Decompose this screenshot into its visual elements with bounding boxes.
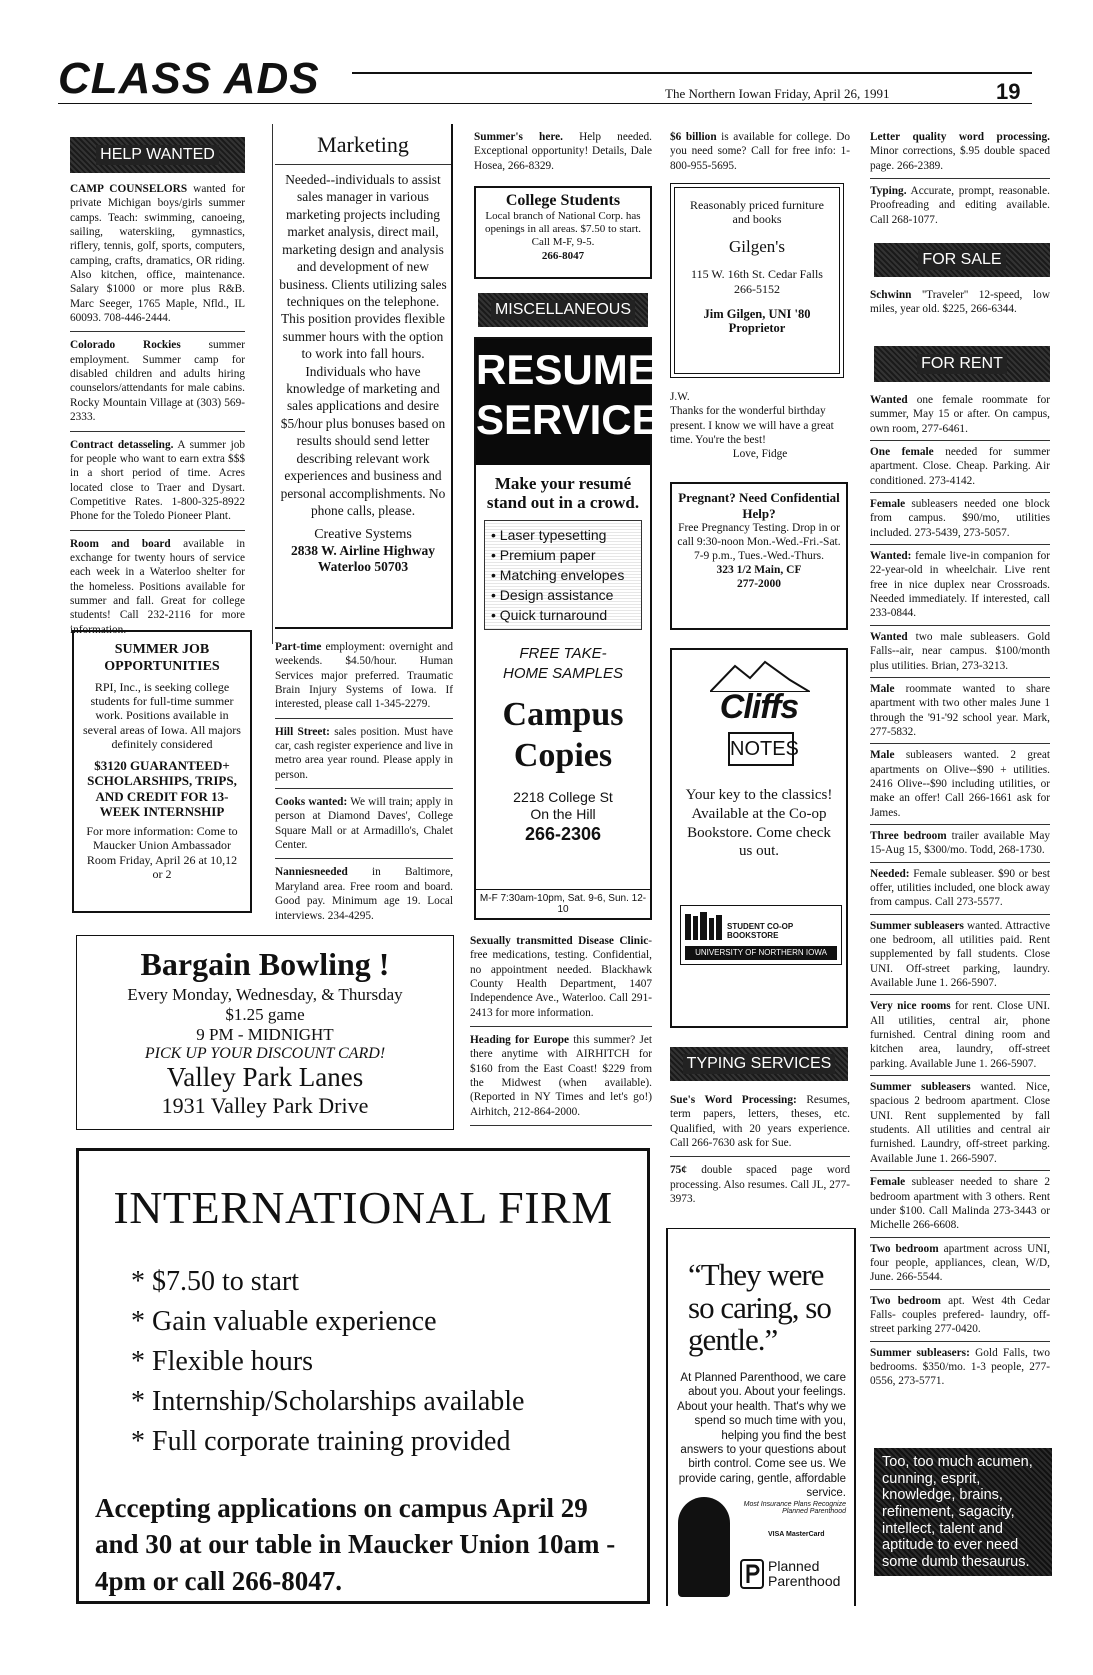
classified-ad: Typing. Accurate, prompt, reasonable. Proofreading and editing available. Call 268-1077. [870,185,1050,226]
bullet-item: • Design assistance [491,587,614,604]
help-wanted-banner: HELP WANTED [70,137,245,173]
ad-body: Your key to the classics! Available at the Co-op Bookstore. Come check us out. [685,787,833,860]
ad-title: INTERNATIONAL FIRM [113,1182,613,1233]
for-sale-banner: FOR SALE [874,243,1050,277]
personal-ad: J.W. Thanks for the wonderful birthday present. I know we will have a great time. You're the best! Love, Fidge [670,391,834,461]
header-rule [352,72,1032,74]
classified-ad: Wanted: female live-in companion for 22-year-old in wheelchair. Live rent free in nice duplex near Crossroads. Needed immediately. If interested, call 233-0844. [870,550,1050,620]
ad-body: RPI, Inc., is seeking college students for full-time summer work. Positions available in several areas of Iowa. All majors definitely considered [83,679,241,752]
classified-ad: Wanted two male subleasers. Gold Falls--air, near campus. $100/month plus utilities. Brian, 273-3213. [870,630,1050,672]
ad-title: Pregnant? Need Confidential Help? [678,490,840,521]
gilgens-owner: Jim Gilgen, UNI '80 Proprietor [703,306,811,335]
ad-address: 323 1/2 Main, CF [716,564,802,577]
classified-ad: Two bedroom apartment across UNI, four people, appliances, clean, W/D, June. 266-5544. [870,1242,1050,1284]
bowling-card: PICK UP YOUR DISCOUNT CARD! [144,1045,386,1062]
gilgens-address: 115 W. 16th St. Cedar Falls [691,267,823,282]
resume-bullets [484,520,642,630]
bowling-address: 1931 Valley Park Drive [161,1092,369,1118]
classified-ad: Letter quality word processing. Minor corrections, $.95 double spaced page. 266-2389. [870,131,1050,172]
bowling-time: 9 PM - MIDNIGHT [196,1025,334,1044]
classified-ad: Part-time employment: overnight and weekends. $4.50/hour. Human Services major preferred. Traumatic Brain Injury Systems of Iowa. If interested, please call 1-345-2279. [275,641,453,711]
classified-ad: Female subleaser needed to share 2 bedroom apartment with 3 others. Rent under $100. Call Malinda 273-3443 or Michelle 266-6608. [870,1176,1050,1232]
gilgens-ad [670,183,844,378]
resume-tagline: Make your resumé stand out in a crowd. [486,474,640,512]
for-sale-ads [870,288,1050,317]
classified-ad: 75¢ double spaced page word processing. Also resumes. Call JL, 277-3973. [670,1164,850,1206]
classified-ad: Male roommate wanted to share apartment with two other males June 1 through the '91-'92 school year. Mark, 277-5832. [870,682,1050,738]
campus-copies-address: 2218 College St On the Hill [513,788,613,823]
free-samples: FREE TAKE-HOME SAMPLES [502,645,624,682]
marketing-ad [275,124,453,629]
ad-phone: 277-2000 [736,578,782,591]
paper-dateline: The Northern Iowan Friday, April 26, 1991 [665,86,890,101]
classified-ad: Hill Street: sales position. Must have car, cash register experience and live in metro area year round. Please apply in person. [275,725,454,781]
col4-top-ads [670,130,850,173]
classified-ad: Male subleasers wanted. 2 great apartments on Olive--$90 + utilities. 2416 Olive--$90 including utilities, or make an offer! Call 266-1661 ask for James. [870,749,1050,819]
international-firm-ad [76,1148,650,1604]
classified-ad: Sue's Word Processing: Resumes, term papers, letters, theses, etc. Qualified, with 20 years experience. Call 266-7630 ask for Sue. [670,1094,850,1150]
benefit-item: * Gain valuable experience [131,1306,437,1337]
ad-footer: For more information: Come to Maucker Union Ambassador Room Friday, April 26 at 10,12 or 2 [86,823,238,882]
benefit-list [131,1262,647,1462]
ad-body: Local branch of National Corp. has openings in all areas. $7.50 to start. Call M-F, 9-5. [484,210,642,249]
classified-ad: Summer subleasers wanted. Nice, spacious 2 bedroom apartment. Close UNI. Rent supplemented by fall students. All utilities and central air furnished. Laundry, off-street parking. Available June 1. 266-5907. [870,1081,1050,1165]
ad-body: Free Pregnancy Testing. Drop in or call 9:30-noon Mon.-Wed.-Fri.-Sat. 7-9 p.m., Tues.-Wed.-Thurs. [677,522,841,563]
ad-footer: Accepting applications on campus April 29 and 30 at our table in Maucker Union 10am - 4pm or call 266-8047. [95,1493,616,1596]
bullet-item: • Matching envelopes [491,567,625,584]
cliffs-notes-ad [670,648,848,1028]
page-number: 19 [996,79,1021,104]
classified-ad: Summer subleasers wanted. Attractive one bedroom, all utilities paid. Rent supplemented by fall students. Close UNI. Off-street parking, laundry. Available June 1. 266-5907. [870,919,1051,990]
ad-body: Needed--individuals to assist sales manager in various marketing projects including market analysis, direct mail, marketing design and analysis and development of new business. Clients utilizing sales techniques on the telephone. This position provides flexible summer hours with the option to work into fall hours. Individuals who have knowledge of marketing and sales applications and desire $5/hour plus bonuses based on results should send letter describing relevant work experiences and business and personal accomplishments. No phone calls, please. [279,172,447,519]
woman-silhouette-icon [678,1497,730,1597]
cliffs-logo: Cliffs [719,688,799,726]
company-address: 2838 W. Airline Highway Waterloo 50703 [290,543,436,575]
header-underline [58,103,1032,104]
ad-highlight: $3120 GUARANTEED+ SCHOLARSHIPS, TRIPS, AND CREDIT FOR 13-WEEK INTERNSHIP [87,757,237,820]
for-rent-ads [870,393,1050,1389]
notes-logo: NOTES [728,732,794,766]
ad-quote: “They were so caring, so gentle.” [688,1257,831,1358]
classified-ad: Sexually transmitted Disease Clinic-free medications, testing. Confidential, no appointment needed. Blackhawk County Health Department, 1407 Independence Ave., Waterloo. Call 291-2413 for more information. [470,935,652,1019]
classified-ad: Cooks wanted: We will train; apply in person at Diamond Daves', College Square Mall or at Armadillo's, Chalet Center. [275,796,453,852]
campus-copies-phone: 266-2306 [524,823,602,844]
benefit-item: * Internship/Scholarships available [131,1386,525,1417]
benefit-item: * Flexible hours [131,1346,313,1377]
col3-top-ads [474,130,652,173]
typing-ads [670,1093,850,1206]
benefit-item: * Full corporate training provided [131,1426,511,1457]
bullet-item: • Premium paper [491,547,596,564]
classified-ad: Colorado Rockies summer employment. Summer camp for disabled children and adults hiring counselors/attendants for male cabins. Rocky Mountain Village at (303) 569-2333. [70,339,245,424]
pregnancy-help-ad [670,482,848,630]
bowling-name: Valley Park Lanes [166,1062,364,1092]
classified-ad: Needed: Female subleaser. $90 or best offer, utilities included, one block away from campus. Call 273-5577. [870,867,1050,909]
ad-body: Reasonably priced furniture and books [690,198,824,227]
payment-cards: VISA MasterCard [768,1531,825,1538]
classified-ad: $6 billion is available for college. Do you need some? Call for free info: 1-800-955-5695. [670,131,850,172]
company-name: Creative Systems [314,527,412,543]
classified-ad: Summer's here. Help needed. Exceptional opportunity! Details, Dale Hosea, 266-8329. [474,131,652,172]
summer-job-ad [72,630,252,913]
classified-ad: Female subleasers needed one block from campus. $90/mo, utilities included. 273-5439, 273-5057. [870,498,1050,539]
bowling-days: Every Monday, Wednesday, & Thursday [127,985,403,1004]
bullet-item: • Laser typesetting [491,527,607,544]
campus-copies-logo: Campus Copies [502,696,624,775]
resume-service-ad [474,337,660,920]
classified-ad: Very nice rooms for rent. Close UNI. All utilities, central air, phone furnished. Central dining room and kitchen area, laundry, off-street parking. Available June 1. 266-5907. [870,1000,1051,1070]
books-icon [685,912,723,942]
bowling-price: $1.25 game [225,1005,305,1024]
bowling-ad [76,935,454,1130]
classified-ad: Summer subleasers: Gold Falls, two bedrooms. $350/mo. 1-3 people, 277-0556, 273-5771. [870,1346,1050,1388]
help-wanted-ads [70,182,245,637]
col2-ads [275,640,453,923]
for-rent-banner: FOR RENT [874,346,1050,382]
insurance-note: Most Insurance Plans Recognize Planned Parenthood [743,1501,846,1515]
planned-parenthood-ad [666,1228,856,1606]
typing-services-banner: TYPING SERVICES [670,1047,848,1081]
classified-ad: Contract detasseling. A summer job for people who want to earn extra $$$ in a short period of time. Acres located close to Traer and Dysart. Competitive Rates. 1-800-325-8922 Phone for the Toledo Pioneer Plant. [70,438,245,523]
ad-title: College Students [505,192,621,209]
gilgens-name: Gilgen's [729,236,785,256]
thesaurus-ad: Too, too much acumen, cunning, esprit, knowledge, brains, refinement, sagacity, intellect, talent and aptitude to ever need some dumb thesaurus. THE NI... it works [874,1448,1052,1576]
benefit-item: * $7.50 to start [131,1266,299,1297]
classified-ad: Two bedroom apt. West 4th Cedar Falls- couples prefered- laundry, off-street parking 277-0420. [870,1294,1050,1336]
planned-parenthood-logo: Planned Parenthood [768,1558,841,1589]
section-title: CLASS ADS [58,54,320,103]
ad-title: Marketing [317,132,409,157]
resume-service-heading: RESUME SERVICE [476,339,650,465]
bullet-item: • Quick turnaround [491,607,608,624]
college-students-ad [474,186,652,279]
miscellaneous-banner: MISCELLANEOUS [478,293,648,327]
classified-ad: Wanted one female roommate for summer, May 15 or after. On campus, own room, 277-6461. [870,394,1050,435]
classified-ad: Three bedroom trailer available May 15-Aug 15, $300/mo. Todd, 268-1730. [870,829,1050,857]
classified-ad: Room and board available in exchange for twenty hours of service each week in a Waterloo shelter for the homeless. Positions available for summer and fall. Great for college students! Call 232-2116 for more information. [70,537,245,636]
classified-ad: Schwinn ''Traveler'' 12-speed, low miles, year old. $225, 266-6344. [870,289,1050,316]
classified-ad: CAMP COUNSELORS wanted for private Michigan boys/girls summer camps. Teach: swimming, canoeing, sailing, waterskiing, gymnastics, riflery, tennis, golf, sports, computers, camping, crafts, dramatics, OR riding. Also kitchen, office, maintenance. Salary $1000 or more plus R&B. Marc Seeger, 1765 Maple, Nfld., IL 60093. 708-446-2444. [70,183,245,325]
ad-title: Bargain Bowling ! [140,946,390,982]
col5-top-ads [870,130,1050,227]
ad-phone: 266-8047 [541,249,585,262]
classified-ad: One female needed for summer apartment. Close. Cheap. Parking. Air conditioned. 273-4142. [870,446,1050,487]
col3-bottom-ads [470,934,652,1132]
classified-ad: Nanniesneeded in Baltimore, Maryland area. Free room and board. Good pay. Minimum age 19. Local interviews. 234-4295. [275,866,453,922]
classified-ad: Heading for Europe this summer? Jet there anytime with AIRHITCH for $160 from the East Coast! $229 from the Midwest (when available). (Reported in NY Times and let's go!) Airhitch, 212-864-2000. [470,1034,652,1118]
gilgens-phone: 266-5152 [734,281,780,296]
coop-bookstore-logo: STUDENT CO-OP BOOKSTORE UNIVERSITY OF NORTHERN IOWA [680,905,842,965]
campus-copies-hours: M-F 7:30am-10pm, Sat. 9-6, Sun. 12-10 [476,889,650,918]
planned-parenthood-logo-icon [740,1559,764,1589]
ad-body: At Planned Parenthood, we care about you. About your feelings. About your health. That's why we spend so much time with you, helping you find the best answers to your questions about birth control. Come see us. We provide caring, gentle, affordable service. [677,1372,846,1499]
ad-title: SUMMER JOB OPPORTUNITIES [104,642,220,674]
